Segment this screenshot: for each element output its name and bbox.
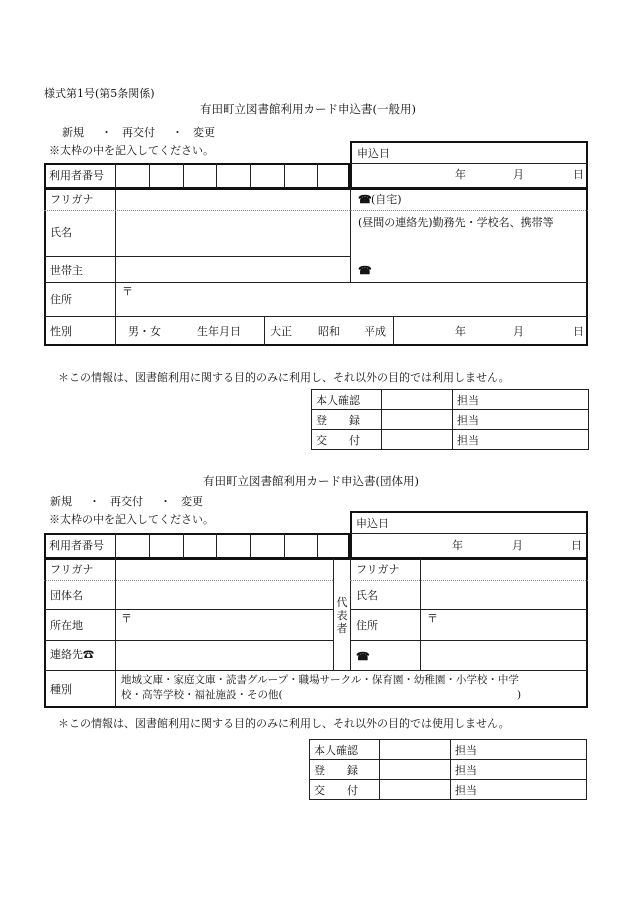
table-row: [310, 780, 587, 800]
office-row-staff: 担当: [453, 430, 589, 450]
household-label: 世帯主: [50, 264, 83, 277]
furigana-label: フリガナ: [50, 193, 94, 206]
location-input[interactable]: [133, 611, 332, 639]
birth-day: 日: [573, 325, 584, 338]
group-furigana-label: フリガナ: [50, 563, 94, 576]
option-new[interactable]: 新規: [62, 126, 84, 139]
postal-mark: 〒: [122, 285, 133, 298]
contact-label: 連絡先☎: [50, 648, 94, 661]
user-number-label: 利用者番号: [49, 539, 104, 552]
name-label: 氏名: [50, 226, 72, 239]
option-separator: ・: [89, 495, 100, 508]
office-row-label: 交 付: [312, 430, 382, 450]
option-reissue[interactable]: 再交付: [122, 126, 155, 139]
address-label: 住所: [50, 293, 72, 306]
rep-furigana-input[interactable]: [422, 560, 586, 579]
option-separator: ・: [172, 126, 183, 139]
office-use-table-group: [309, 739, 587, 800]
group-form-title: 有田町立図書館利用カード申込書(団体用): [203, 474, 419, 488]
office-row-staff: 担当: [451, 780, 587, 800]
office-row-value[interactable]: [382, 430, 453, 450]
apply-month: 月: [512, 539, 523, 552]
birth-month: 月: [513, 325, 524, 338]
era-heisei[interactable]: 平成: [364, 325, 386, 338]
office-row-label: 登 録: [312, 410, 382, 430]
option-separator: ・: [101, 126, 112, 139]
fill-note: ※太枠の中を記入してください。: [49, 513, 214, 526]
type-options-line2[interactable]: 校・高等学校・福祉施設・その他(: [121, 689, 283, 701]
office-row-label: 交 付: [310, 780, 380, 800]
rep-address-input[interactable]: [439, 611, 586, 639]
daytime-phone-input[interactable]: [372, 258, 586, 281]
option-new[interactable]: 新規: [50, 495, 72, 508]
option-reissue[interactable]: 再交付: [110, 495, 143, 508]
location-label: 所在地: [50, 619, 83, 632]
office-row-label: 本人確認: [310, 740, 380, 760]
office-row-label: 本人確認: [312, 390, 382, 410]
group-name-label: 団体名: [50, 589, 83, 602]
fill-note: ※太枠の中を記入してください。: [49, 144, 214, 157]
rep-furigana-label: フリガナ: [356, 563, 400, 576]
option-change[interactable]: 変更: [181, 495, 203, 508]
contact-input[interactable]: [117, 642, 332, 669]
home-phone-label: (自宅): [371, 193, 402, 206]
office-row-label: 登 録: [310, 760, 380, 780]
postal-mark: 〒: [427, 612, 438, 625]
user-number-input[interactable]: [116, 165, 348, 187]
office-row-value[interactable]: [382, 390, 453, 410]
gender-label: 性別: [50, 325, 72, 338]
user-number-label: 利用者番号: [49, 169, 104, 182]
apply-day: 日: [573, 168, 584, 181]
name-input[interactable]: [117, 212, 349, 255]
option-change[interactable]: 変更: [193, 126, 215, 139]
apply-date-label: 申込日: [356, 517, 389, 530]
office-use-table-general: [311, 389, 589, 450]
rep-phone-input[interactable]: [422, 642, 586, 669]
table-row: [310, 760, 587, 780]
option-separator: ・: [160, 495, 171, 508]
apply-day: 日: [571, 539, 582, 552]
type-options-line1[interactable]: 地域文庫・家庭文庫・読書グループ・職場サークル・保育園・幼稚園・小学校・中学: [121, 674, 519, 686]
office-row-staff: 担当: [453, 410, 589, 430]
office-row-staff: 担当: [451, 760, 587, 780]
office-row-value[interactable]: [380, 780, 451, 800]
general-form-title: 有田町立図書館利用カード申込書(一般用): [200, 102, 416, 116]
home-phone-input[interactable]: [372, 190, 586, 209]
gender-options[interactable]: 男・女: [128, 325, 161, 338]
office-row-value[interactable]: [380, 760, 451, 780]
privacy-note-group: ＊この情報は、図書館利用に関する目的のみに利用し、それ以外の目的では使用しません。: [58, 717, 510, 730]
postal-mark: 〒: [121, 612, 132, 625]
apply-date-label: 申込日: [357, 147, 390, 160]
rep-address-label: 住所: [356, 619, 378, 632]
phone-icon: ☎: [358, 264, 372, 277]
user-number-input[interactable]: [116, 535, 348, 557]
apply-month: 月: [513, 168, 524, 181]
table-row: [312, 430, 589, 450]
type-label: 種別: [50, 683, 72, 696]
apply-year: 年: [455, 168, 466, 181]
rep-name-label: 氏名: [356, 589, 378, 602]
form-number: 様式第1号(第5条関係): [44, 87, 155, 100]
office-row-staff: 担当: [453, 390, 589, 410]
address-input[interactable]: [134, 285, 586, 315]
phone-icon: ☎: [358, 193, 372, 206]
table-row: [312, 410, 589, 430]
table-row: [310, 740, 587, 760]
privacy-note-general: ＊この情報は、図書館利用に関する目的のみに利用し、それ以外の目的では利用しません。: [58, 371, 510, 384]
household-input[interactable]: [117, 258, 349, 281]
phone-icon: ☎: [356, 650, 370, 663]
era-taisho[interactable]: 大正: [270, 325, 292, 338]
rep-name-input[interactable]: [422, 582, 586, 608]
daytime-contact-label: (昼間の連絡先)勤務先・学校名、携帯等: [358, 216, 554, 229]
group-name-input[interactable]: [117, 582, 332, 608]
office-row-value[interactable]: [380, 740, 451, 760]
representative-label: 代 表 者: [336, 596, 348, 635]
office-row-value[interactable]: [382, 410, 453, 430]
office-row-staff: 担当: [451, 740, 587, 760]
apply-year: 年: [452, 539, 463, 552]
era-showa[interactable]: 昭和: [318, 325, 340, 338]
type-other-close: ): [517, 689, 522, 701]
birthdate-label: 生年月日: [197, 325, 241, 338]
birth-year: 年: [455, 325, 466, 338]
table-row: [312, 390, 589, 410]
furigana-input[interactable]: [117, 190, 349, 209]
group-furigana-input[interactable]: [117, 560, 332, 579]
